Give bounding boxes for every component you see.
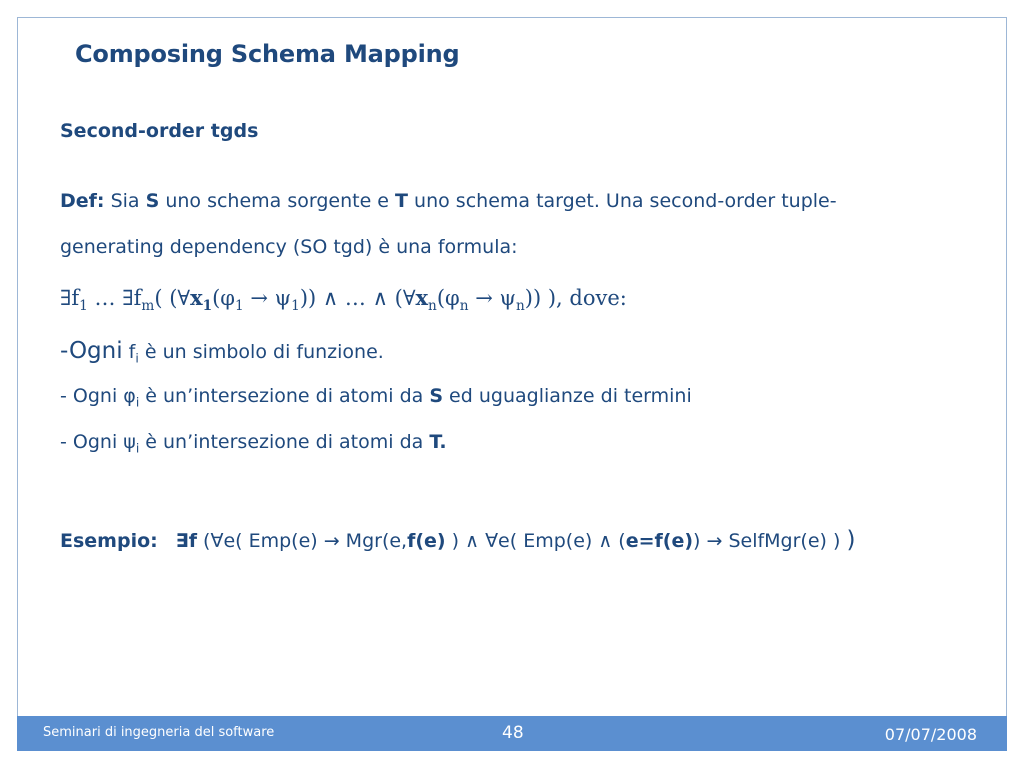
bullet-function-symbol xyxy=(60,338,384,364)
example-part-1: (∀e( Emp(e) → Mgr(e, xyxy=(197,530,408,552)
example-close: ) xyxy=(846,527,856,553)
bullet-1-sub: i xyxy=(135,351,139,366)
formula-phi1-sub: 1 xyxy=(235,297,244,314)
formula-exists-m: ∃f xyxy=(122,286,142,310)
formula-arrow-n: → ψ xyxy=(468,286,516,310)
def-label: Def: xyxy=(60,190,105,212)
formula-sub-1: 1 xyxy=(79,297,88,314)
bullet-2-prefix: - Ogni φ xyxy=(60,385,136,407)
bullet-2-schema-s: S xyxy=(429,385,444,407)
formula-psin-sub: n xyxy=(515,297,525,314)
definition-line-1 xyxy=(60,190,837,212)
example-equality: e=f(e) xyxy=(625,530,694,552)
formula-phin-sub: n xyxy=(459,297,469,314)
footer-course: Seminari di ingegneria del software xyxy=(43,725,275,740)
def-text-1: Sia xyxy=(104,190,146,212)
bullet-3-schema-t: T. xyxy=(429,431,447,453)
def-text-2: uno schema sorgente e xyxy=(159,190,396,212)
footer-date: 07/07/2008 xyxy=(884,725,977,744)
example-label: Esempio: xyxy=(60,530,158,552)
bullet-psi xyxy=(60,431,447,456)
formula-xn-sub: n xyxy=(428,297,437,314)
formula-arrow-1: → ψ xyxy=(243,286,292,310)
slide-subtitle: Second-order tgds xyxy=(60,120,259,142)
formula-x1-sub: 1 xyxy=(202,297,213,314)
example-exists-f: ∃f xyxy=(175,530,197,552)
example-line xyxy=(60,527,855,553)
formula-xn: x xyxy=(415,285,429,310)
bullet-phi xyxy=(60,385,692,410)
definition-line-2: generating dependency (SO tgd) è una formula: xyxy=(60,236,518,258)
slide-title: Composing Schema Mapping xyxy=(75,40,460,68)
bullet-3-prefix: - Ogni ψ xyxy=(60,431,136,453)
bullet-2-mid: è un’intersezione di atomi da xyxy=(139,385,430,407)
formula-close: )) ), dove: xyxy=(524,286,627,310)
bullet-2-rest: ed uguaglianze di termini xyxy=(443,385,692,407)
formula-phi1: (φ xyxy=(212,286,236,310)
footer-bar xyxy=(17,716,1007,751)
bullet-1-prefix: -Ogni xyxy=(60,338,123,364)
formula-x1: x xyxy=(190,285,203,310)
formula-psi1-sub: 1 xyxy=(291,297,300,314)
formula-mid: )) ∧ … ∧ (∀ xyxy=(299,286,416,310)
example-fe: f(e) xyxy=(407,530,446,552)
bullet-1-rest: è un simbolo di funzione. xyxy=(138,341,384,363)
bullet-2-sub: i xyxy=(135,395,140,410)
def-schema-t: T xyxy=(395,190,409,212)
formula-sub-m: m xyxy=(141,297,155,314)
bullet-1-f: f xyxy=(122,341,136,363)
formula-exists-1: ∃f xyxy=(60,286,80,310)
def-text-3: uno schema target. Una second-order tuple- xyxy=(408,190,837,212)
formula-phin: (φ xyxy=(436,286,460,310)
formula-dots: … xyxy=(87,286,123,310)
example-part-2: ) ∧ ∀e( Emp(e) ∧ ( xyxy=(445,530,626,552)
def-schema-s: S xyxy=(145,190,160,212)
formula-line xyxy=(60,285,627,314)
example-part-3: ) → SelfMgr(e) ) xyxy=(693,530,847,552)
footer-page-number: 48 xyxy=(502,723,524,743)
bullet-3-sub: i xyxy=(135,441,140,456)
formula-open: ( (∀ xyxy=(154,286,191,310)
bullet-3-mid: è un’intersezione di atomi da xyxy=(139,431,430,453)
